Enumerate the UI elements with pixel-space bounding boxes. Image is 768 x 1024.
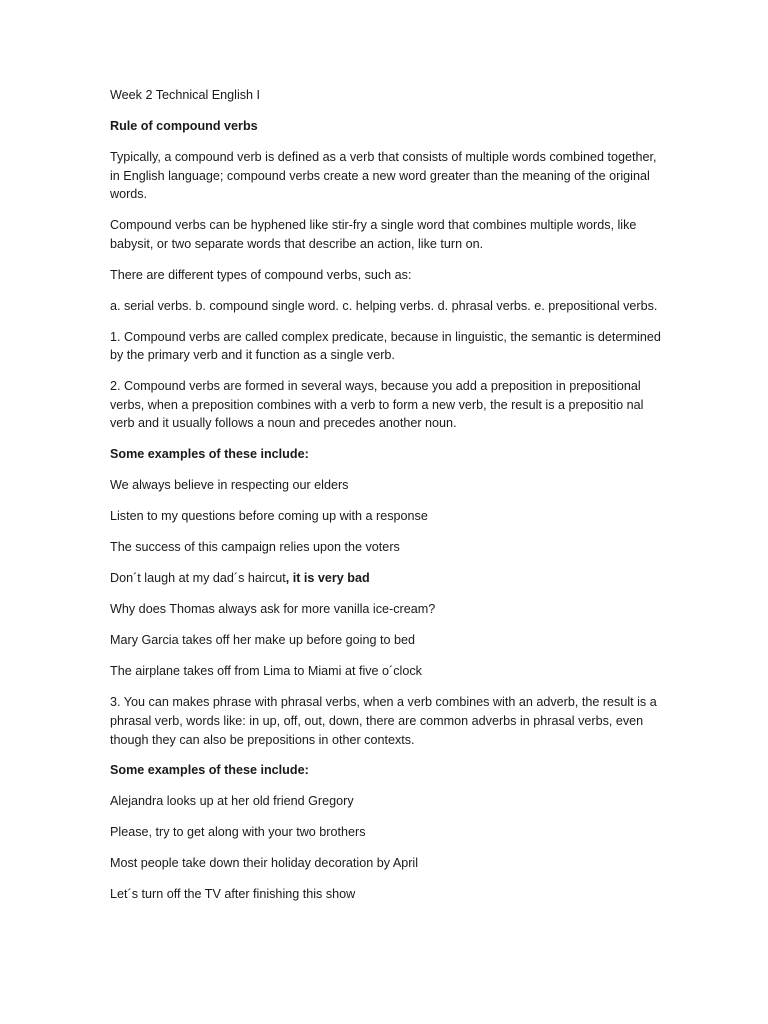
examples-heading: Some examples of these include: xyxy=(110,763,309,778)
types-intro-paragraph: There are different types of compound verbs, such as: xyxy=(110,267,412,282)
example-sentence-text: Don´t laugh at my dad´s haircut xyxy=(110,571,286,586)
section-heading: Rule of compound verbs xyxy=(110,118,258,133)
example-sentence: Why does Thomas always ask for more vanilla ice-cream? xyxy=(110,602,436,617)
example-sentence: The success of this campaign relies upon the voters xyxy=(110,540,400,555)
example-sentence-emphasis: , it is very bad xyxy=(285,571,370,586)
example-sentence: Let´s turn off the TV after finishing this show xyxy=(110,887,356,902)
example-sentence: Most people take down their holiday decoration by April xyxy=(110,856,419,871)
point-2-paragraph: 2. Compound verbs are formed in several ways, because you add a preposition in prepositional verbs, when a preposition combines with a verb to form a new verb, the result is a prepositio nal verb and it usually follows a noun and precedes another noun. xyxy=(110,379,644,431)
example-sentence-haircut xyxy=(110,569,662,588)
example-sentence: Alejandra looks up at her old friend Gregory xyxy=(110,794,354,809)
intro-paragraph: Typically, a compound verb is defined as a verb that consists of multiple words combined together, in English language; compound verbs create a new word greater than the meaning of the original words. xyxy=(110,149,657,202)
document-body xyxy=(110,86,662,916)
hyphen-paragraph: Compound verbs can be hyphened like stir-fry a single word that combines multiple words, like babysit, or two separate words that describe an action, like turn on. xyxy=(110,218,637,251)
types-list-paragraph: a. serial verbs. b. compound single word. c. helping verbs. d. phrasal verbs. e. prepositional verbs. xyxy=(110,298,658,313)
example-sentence: Mary Garcia takes off her make up before going to bed xyxy=(110,633,415,648)
point-1-paragraph: 1. Compound verbs are called complex predicate, because in linguistic, the semantic is determined by the primary verb and it function as a single verb. xyxy=(110,329,661,363)
example-sentence: The airplane takes off from Lima to Miami at five o´clock xyxy=(110,664,422,679)
point-3-paragraph: 3. You can makes phrase with phrasal verbs, when a verb combines with an adverb, the result is a phrasal verb, words like: in up, off, out, down, there are common adverbs in phrasal verbs, even though they can also be prepositions in other contexts. xyxy=(110,695,657,747)
examples-heading: Some examples of these include: xyxy=(110,447,309,462)
example-sentence: We always believe in respecting our elders xyxy=(110,478,349,493)
example-sentence: Listen to my questions before coming up with a response xyxy=(110,509,428,524)
document-title: Week 2 Technical English I xyxy=(110,88,261,102)
example-sentence: Please, try to get along with your two brothers xyxy=(110,825,366,840)
